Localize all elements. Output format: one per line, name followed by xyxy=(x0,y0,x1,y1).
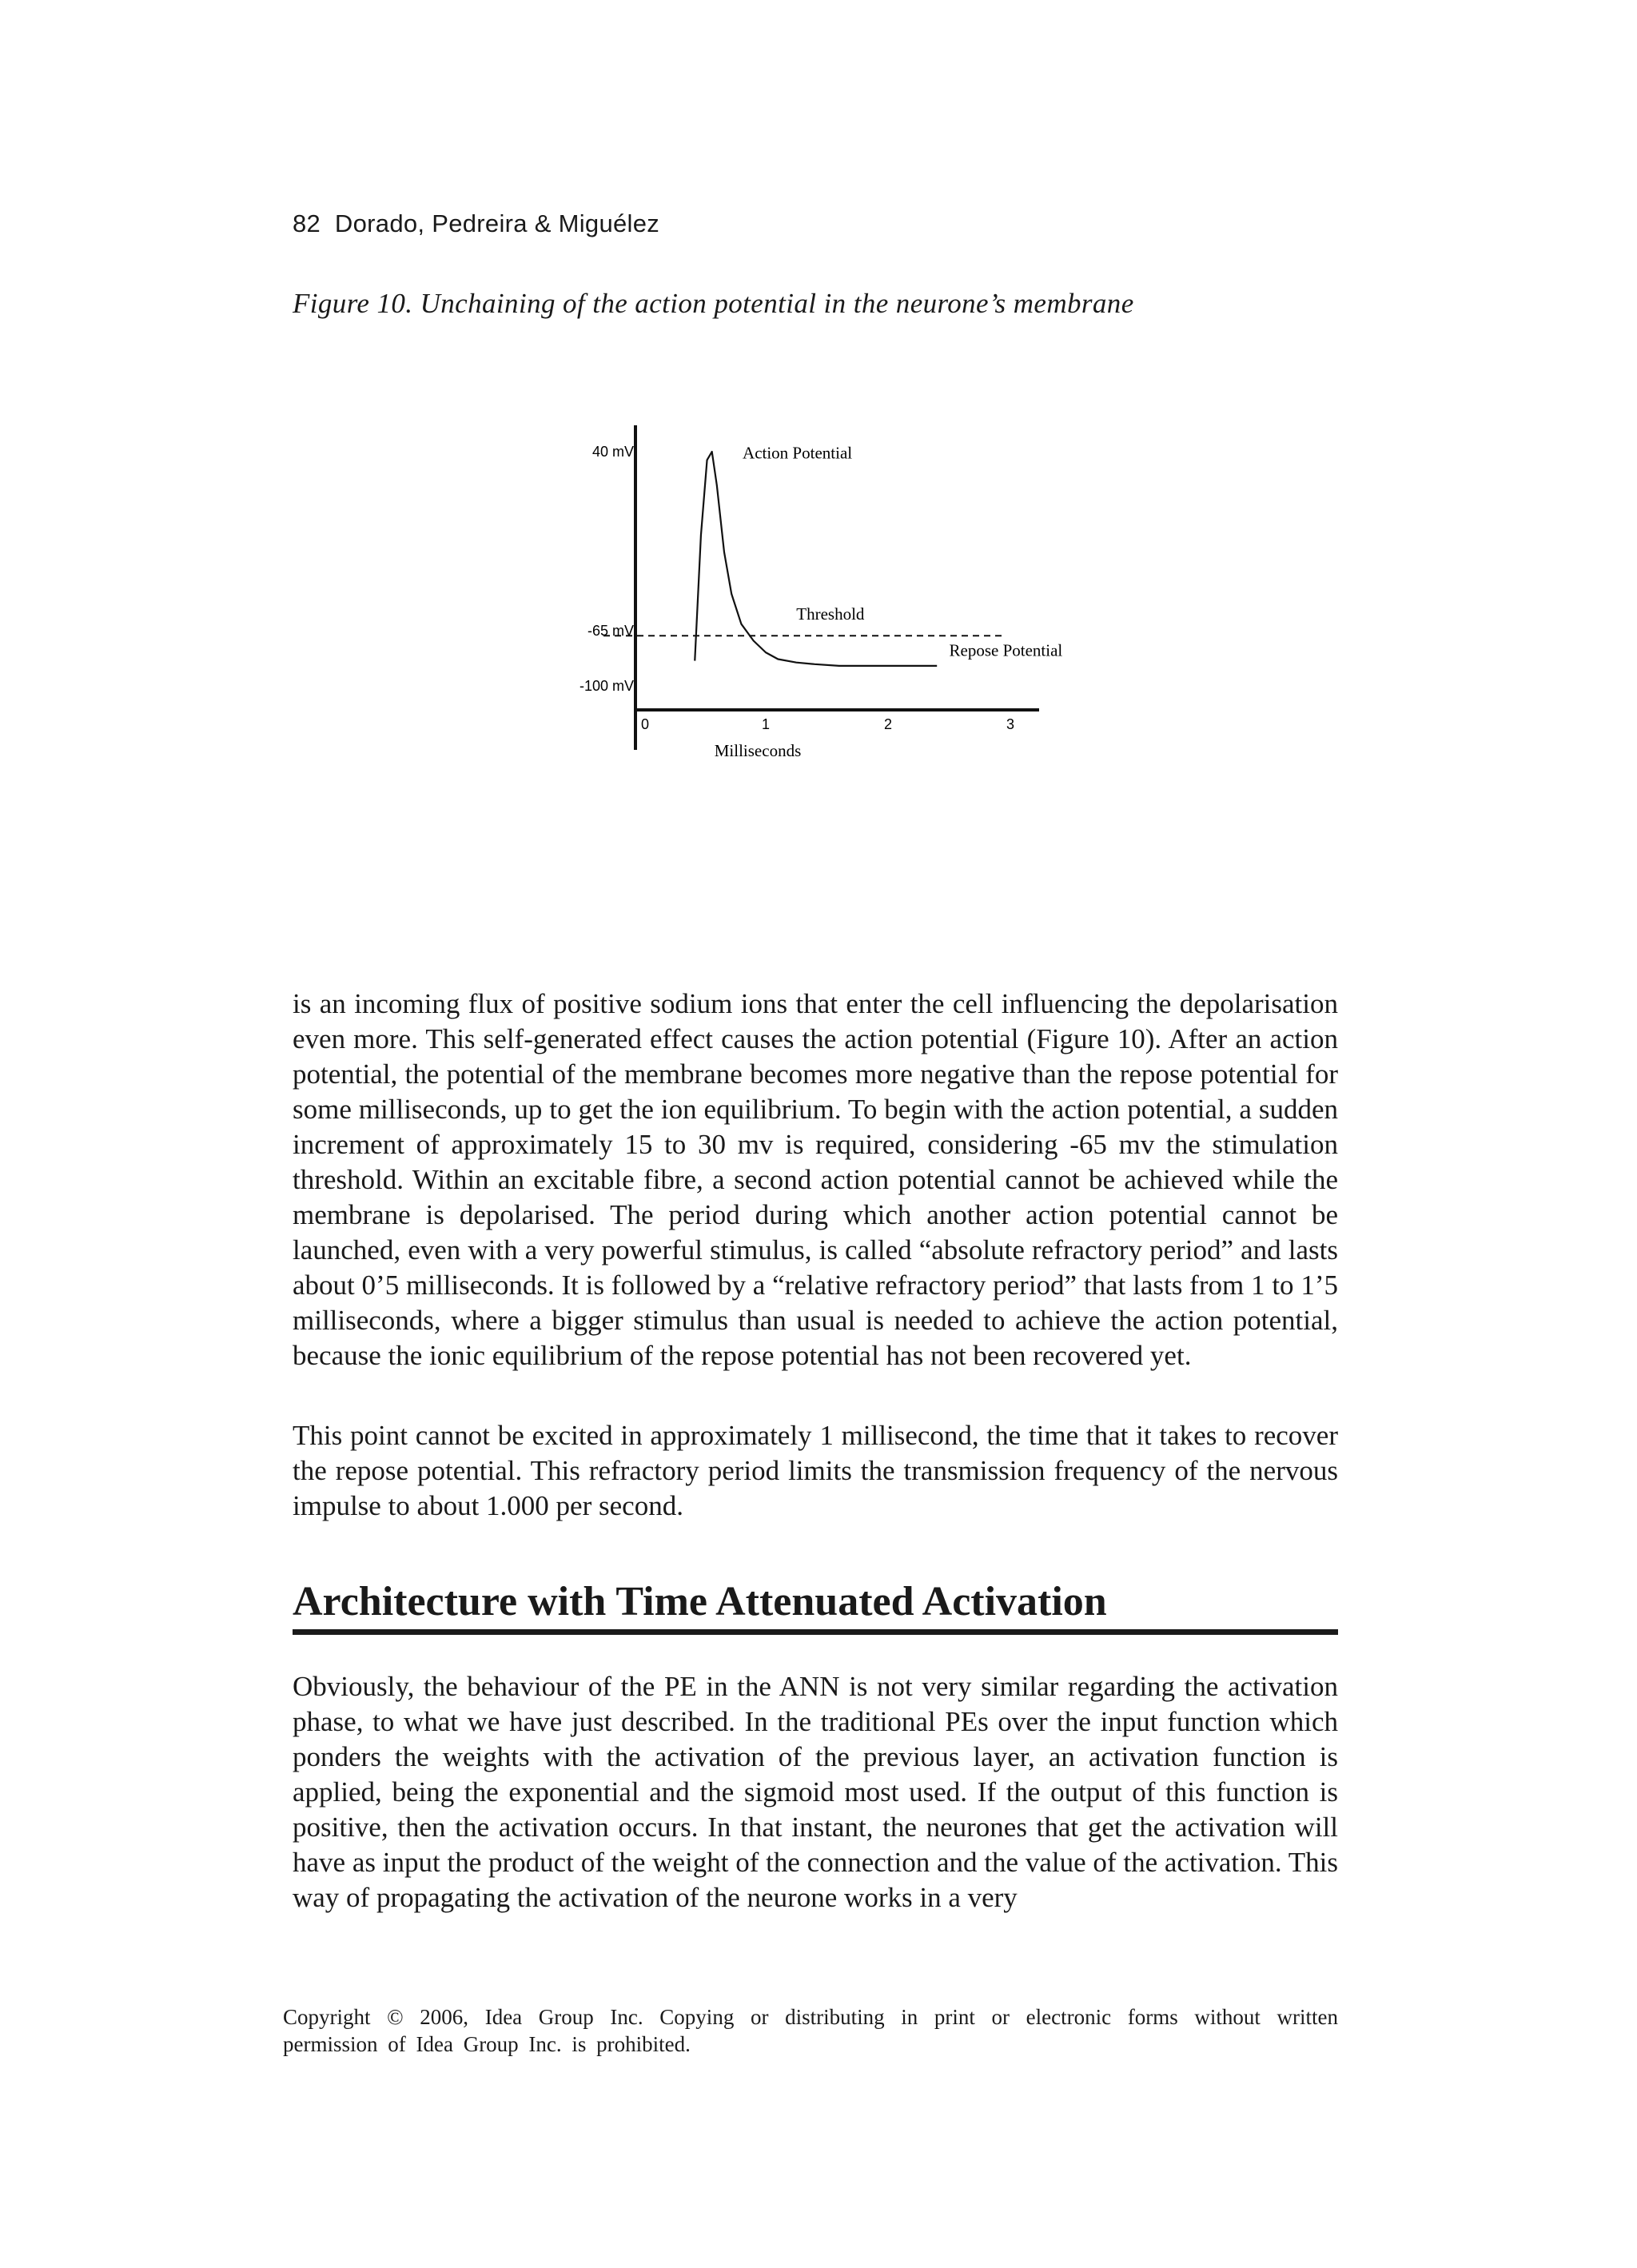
section-paragraph: Obviously, the behaviour of the PE in the ANN is not very similar regarding the activation phase, to what we have just described. In the traditional PEs over the input function which ponders the weights with the activation of the previous layer, an activation function is applied, being the exponential and the sigmoid most used. If the output of this function is positive, then the activation occurs. In that instant, the neurones that get the activation will have as input the product of the weight of the connection and the value of the activation. This way of propagating the activation of the neurone works in a very xyxy=(293,1671,1338,1913)
copyright-footer: Copyright © 2006, Idea Group Inc. Copying or distributing in print or electronic forms without written permission of Idea Group Inc. is prohibited. xyxy=(283,2005,1338,2056)
running-header xyxy=(293,209,659,238)
action-potential-chart xyxy=(544,416,1119,783)
section-heading: Architecture with Time Attenuated Activation xyxy=(293,1576,1338,1635)
x-tick-label: 1 xyxy=(761,716,771,732)
annotation-repose-potential: Repose Potential xyxy=(949,640,1063,660)
x-axis-label: Milliseconds xyxy=(714,741,802,760)
y-tick-label: -100 mV xyxy=(579,678,634,694)
x-tick-label: 3 xyxy=(1006,716,1015,732)
annotation-threshold: Threshold xyxy=(796,604,865,624)
x-tick-label: 2 xyxy=(883,716,893,732)
annotation-action-potential: Action Potential xyxy=(743,443,853,463)
action-potential-curve xyxy=(695,452,937,666)
body-paragraph-2: This point cannot be excited in approximately 1 millisecond, the time that it takes to recover the repose potential. This refractory period limits the transmission frequency of the nervous impulse to about 1.000 per second. xyxy=(293,1420,1338,1521)
action-potential-figure xyxy=(544,416,1119,783)
header-authors: Dorado, Pedreira & Miguélez xyxy=(334,209,660,237)
page-number: 82 xyxy=(293,209,321,237)
y-tick-label: 40 mV xyxy=(591,444,634,460)
figure-caption: Figure 10. Unchaining of the action potential in the neurone’s membrane xyxy=(293,288,1134,319)
body-paragraph-1: is an incoming flux of positive sodium ions that enter the cell influencing the depolarisation even more. This self-generated effect causes the action potential (Figure 10). After an action potential, the potential of the membrane becomes more negative than the repose potential for some milliseconds, up to get the ion equilibrium. To begin with the action potential, a sudden increment of approximately 15 to 30 mv is required, considering -65 mv the stimulation threshold. Within an excitable fibre, a second action potential cannot be achieved while the membrane is depolarised. The period during which another action potential cannot be launched, even with a very powerful stimulus, is called “absolute refractory period” and lasts about 0’5 milliseconds. It is followed by a “relative refractory period” that lasts from 1 to 1’5 milliseconds, where a bigger stimulus than usual is needed to achieve the action potential, because the ionic equilibrium of the repose potential has not been recovered yet. xyxy=(293,988,1338,1371)
x-tick-label: 0 xyxy=(640,716,650,732)
y-tick-label: -65 mV xyxy=(587,623,634,640)
